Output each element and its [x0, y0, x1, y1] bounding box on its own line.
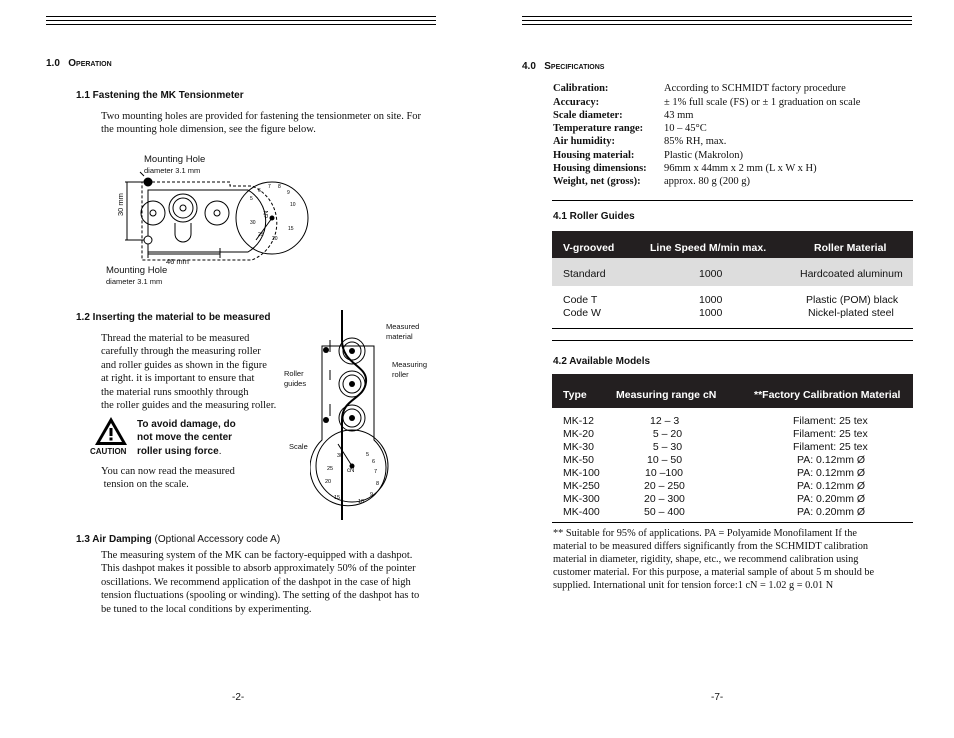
text-line: be tuned to the local conditions by experimenting. [101, 603, 312, 615]
table-title: 4.1 Roller Guides [553, 211, 635, 222]
subsection-title: 1.2 Inserting the material to be measured [76, 312, 271, 323]
dial-tick: 20 [272, 236, 278, 242]
roller-guide [141, 201, 165, 225]
roller-slot [175, 223, 191, 242]
section-divider [552, 340, 913, 341]
text-line: Thread the material to be measured [101, 333, 250, 344]
dial-tick: 7 [268, 184, 271, 190]
spec-key: Housing dimensions: [553, 163, 647, 174]
threading-diagram [310, 310, 400, 520]
column-header: Measuring range cN [616, 389, 717, 401]
spec-key: Accuracy: [553, 97, 600, 108]
paragraph [101, 110, 441, 137]
section-divider [552, 200, 913, 201]
text-line: tension fluctuations (spooling or winding). The setting of the dashpot has to [101, 590, 420, 602]
roller-guide-center [150, 210, 156, 216]
column-header: V-grooved [563, 242, 615, 254]
mounting-hole-label: Mounting Hole [106, 265, 168, 276]
table-cell: 10 – 50 [647, 454, 683, 466]
text-line: carefully through the measuring roller [101, 346, 261, 358]
text-line: Two mounting holes are provided for fastening the tensionmeter on site. For [101, 111, 422, 122]
device-body [148, 190, 266, 252]
table-cell: MK-100 [563, 467, 600, 479]
mounting-hole [323, 417, 329, 423]
spec-value: 96mm x 44mm x 2 mm (L x W x H) [664, 163, 817, 174]
table-cell: MK-12 [563, 415, 594, 427]
text-line: customer material. For this purpose, a material sample of about 5 m should be [553, 567, 875, 578]
column-header: Type [563, 389, 587, 401]
measuring-roller-inner [173, 198, 193, 218]
mounting-hole-marked [144, 178, 152, 186]
table-cell: PA: 0.20mm Ø [797, 493, 866, 505]
spec-key: Air humidity: [553, 136, 615, 147]
text-line: at right. it is important to ensure that [101, 373, 255, 385]
page-number: -2- [232, 692, 245, 703]
header-rule [522, 24, 912, 25]
dial-tick: 10 [290, 202, 296, 208]
caution-line: To avoid damage, do [137, 419, 236, 430]
measuring-roller-center [180, 205, 186, 211]
spec-value: 43 mm [664, 110, 694, 121]
column-header: Roller Material [814, 242, 887, 254]
spec-value: 85% RH, max. [664, 136, 727, 147]
label-line: Measuring [392, 360, 428, 369]
table-cell: PA: 0.12mm Ø [797, 454, 866, 466]
text-line: oscillations. We recommend application of the dashpot in the case of high [101, 576, 411, 588]
table-cell: Standard [563, 268, 606, 280]
dial-tick: 6 [372, 459, 376, 465]
label-line: guides [284, 379, 307, 388]
spec-value: Plastic (Makrolon) [664, 150, 744, 161]
table-cell: Hardcoated aluminum [800, 268, 903, 280]
horizontal-dimension: 46 mm [166, 257, 189, 266]
table-cell: 5 – 20 [650, 428, 683, 440]
table-title: 4.2 Available Models [553, 356, 651, 367]
text-line: and roller guides as shown in the figure [101, 359, 267, 371]
text-line: the mounting hole dimension, see the figure below. [101, 124, 316, 136]
table-cell: 5 – 30 [650, 441, 683, 453]
footnote [553, 527, 913, 592]
text-line: tension on the scale. [101, 479, 189, 491]
dial-tick: 5 [250, 196, 253, 202]
table-cell: 50 – 400 [644, 506, 685, 518]
dial-tick: 15 [334, 495, 341, 501]
dial-unit: cN [347, 468, 355, 474]
caution-period: . [218, 445, 222, 457]
text-line: material to be measured differs significantly from the SCHMIDT calibration [553, 541, 869, 552]
page-number: -7- [711, 692, 724, 703]
table-cell: Nickel-plated steel [808, 307, 894, 319]
table-cell: PA: 0.12mm Ø [797, 467, 866, 479]
table-cell: 1000 [699, 307, 723, 319]
subsection-title: 1.1 Fastening the MK Tensionmeter [76, 90, 244, 101]
table-cell: MK-50 [563, 454, 594, 466]
spec-key: Calibration: [553, 83, 609, 94]
table-cell: Filament: 25 tex [793, 428, 868, 440]
roller-center [349, 381, 355, 387]
text-line: This dashpot makes it possible to absorb approximately 50% of the pointer [101, 563, 416, 575]
section-number: 4.0 [522, 61, 536, 72]
subsection-heading [76, 529, 280, 547]
dial-tick: 30 [337, 453, 344, 459]
table-cell: MK-30 [563, 441, 594, 453]
paragraph [101, 465, 235, 492]
table-cell: 20 – 250 [644, 480, 685, 492]
section-number: 1.0 [46, 58, 60, 69]
dial-tick: 15 [288, 226, 294, 232]
column-header: **Factory Calibration Material [754, 389, 901, 401]
spec-key: Weight, net (gross): [553, 176, 641, 187]
table-cell: Filament: 25 tex [793, 441, 868, 453]
dial-tick: 9 [287, 190, 290, 196]
text-line: The measuring system of the MK can be factory-equipped with a dashpot. [101, 550, 413, 561]
dial-tick: 20 [325, 479, 332, 485]
mounting-hole-dimension: diameter 3.1 mm [106, 277, 163, 286]
table-cell: 10 –100 [645, 467, 683, 479]
mounting-hole [323, 347, 329, 353]
text-line: ** Suitable for 95% of applications. PA = Polyamide Monofilament If the [553, 528, 857, 539]
table-cell: PA: 0.20mm Ø [797, 506, 866, 518]
roller-center [349, 348, 355, 354]
subsection-subtitle: (Optional Accessory code A) [151, 534, 281, 545]
caution-line: roller using force [137, 445, 219, 457]
mounting-hole-label: Mounting Hole [144, 154, 206, 165]
text-line: material in diameter, rigidity, shape, etc., we recommend calibration using [553, 554, 859, 565]
caution-icon [93, 415, 129, 447]
roller-guides-label [284, 369, 306, 389]
section-title: Specifications [544, 61, 605, 72]
dial-tick: 8 [376, 481, 380, 487]
label-line: Roller [284, 369, 304, 378]
dial-tick: 10 [358, 499, 365, 505]
table-cell: 20 – 300 [644, 493, 685, 505]
dial-tick: 7 [374, 469, 378, 475]
header-rule [46, 20, 436, 21]
table-cell: 12 – 3 [650, 415, 680, 427]
dial-unit: cN [264, 210, 270, 218]
text-line: the roller guides and the measuring roller. [101, 400, 277, 412]
dial-ticks [325, 452, 379, 505]
header-rule [522, 16, 912, 17]
table-cell: Code T [563, 294, 598, 306]
section-heading [522, 61, 604, 72]
roller-guide [205, 201, 229, 225]
spec-key: Temperature range: [553, 123, 644, 134]
spec-key: Scale diameter: [553, 110, 623, 121]
leader-line [140, 172, 144, 176]
text-line: supplied. International unit for tension force:1 cN = 1.02 g = 0.01 N [553, 580, 834, 591]
spec-value: ± 1% full scale (FS) or ± 1 graduation on scale [664, 97, 861, 108]
spec-value: According to SCHMIDT factory procedure [664, 83, 846, 94]
mounting-diagram [120, 168, 320, 268]
section-heading [46, 58, 112, 69]
table-header [552, 231, 913, 258]
section-title: Operation [68, 58, 112, 69]
table-cell: Plastic (POM) black [806, 294, 899, 306]
measured-material-thread [342, 310, 366, 520]
header-rule [46, 16, 436, 17]
table-cell: MK-300 [563, 493, 600, 505]
table-cell: MK-20 [563, 428, 594, 440]
dial-tick: 25 [327, 466, 334, 472]
dial-tick: 9 [370, 492, 374, 498]
text-line: You can now read the measured [101, 466, 235, 477]
table-cell: 1000 [699, 294, 723, 306]
label-line: Measured [386, 322, 420, 331]
column-header: Line Speed M/min max. [650, 242, 767, 254]
mounting-hole-dimension: diameter 3.1 mm [144, 166, 201, 175]
subsection-title: 1.3 Air Damping [76, 534, 152, 545]
spec-value: approx. 80 g (200 g) [664, 176, 751, 187]
caution-line: not move the center [137, 432, 233, 444]
table-cell: MK-250 [563, 480, 600, 492]
paragraph [101, 332, 291, 412]
vertical-dimension: 30 mm [116, 193, 125, 216]
paragraph [101, 549, 441, 616]
caution-text [137, 418, 236, 458]
mounting-hole [144, 236, 152, 244]
table-cell: PA: 0.12mm Ø [797, 480, 866, 492]
roller-guide-center [214, 210, 220, 216]
dial-tick: 5 [366, 452, 370, 458]
table-cell: Code W [563, 307, 601, 319]
header-rule [46, 24, 436, 25]
dial-ticks [250, 184, 296, 242]
scale-label: Scale [289, 442, 308, 451]
table-cell: MK-400 [563, 506, 600, 518]
label-line: material [386, 332, 413, 341]
label-line: roller [392, 370, 409, 379]
header-rule [522, 20, 912, 21]
table-cell: 1000 [699, 268, 723, 280]
table-header [552, 374, 913, 408]
text-line: the material runs smoothly through [101, 386, 249, 398]
dial-tick: 6 [258, 188, 261, 194]
table-cell: Filament: 25 tex [793, 415, 868, 427]
dial-tick: 25 [258, 232, 264, 238]
dial-tick: 30 [250, 220, 256, 226]
spec-value: 10 – 45°C [664, 123, 707, 134]
caution-label: CAUTION [90, 447, 127, 456]
dial-tick: 8 [278, 184, 281, 190]
spec-key: Housing material: [553, 150, 635, 161]
roller-center [349, 415, 355, 421]
